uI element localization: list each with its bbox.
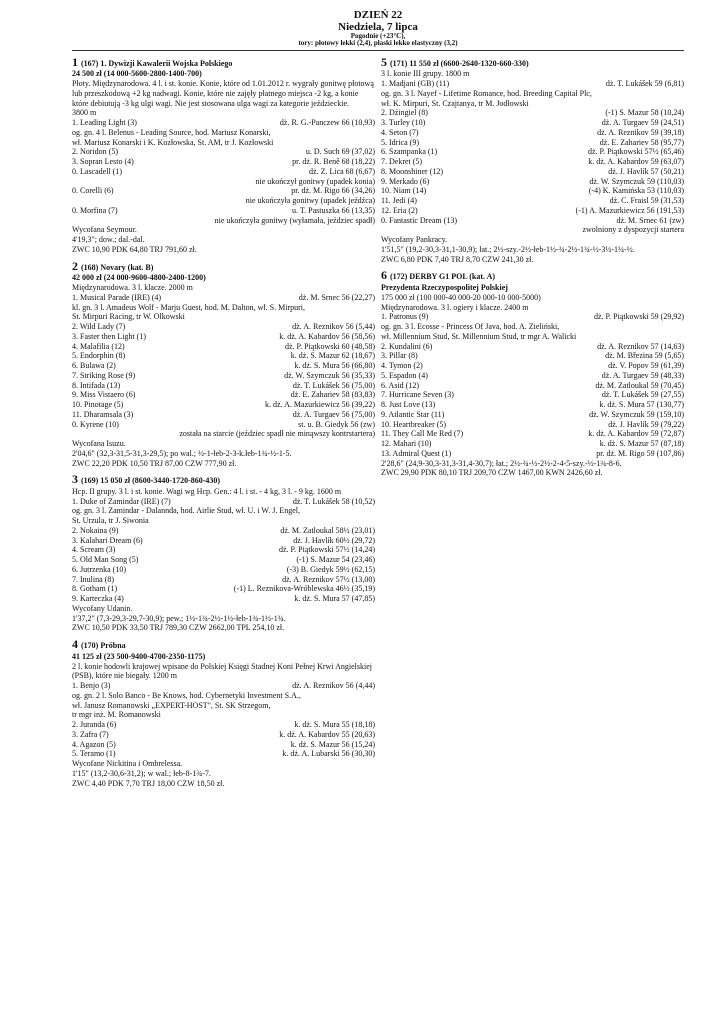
result-line bbox=[381, 361, 684, 371]
result-horse: 6. Szampanka (1) bbox=[381, 147, 438, 157]
race-header bbox=[381, 55, 684, 70]
result-line bbox=[72, 186, 375, 196]
race-footer: 4'19,3"; dow.; dal.-dal. bbox=[72, 235, 145, 245]
result-horse: St. Urzula, tr J. Siwonia bbox=[72, 516, 149, 526]
race-block bbox=[381, 268, 684, 478]
result-jockey: k. dż. S. Mura 56 (66,80) bbox=[294, 361, 375, 371]
race-header bbox=[72, 55, 375, 70]
race-footer: ZWC 6,80 PDK 7,40 TRJ 8,70 CZW 241,30 zł. bbox=[381, 254, 534, 264]
result-line bbox=[72, 701, 375, 711]
result-jockey: dż. A. Turgaev 59 (24,51) bbox=[601, 118, 684, 128]
result-line bbox=[381, 429, 684, 439]
result-horse: og. gn. 3 l. Nayef - Lifetime Romance, hod. Breeding Capital Plc, bbox=[381, 88, 592, 98]
result-horse: tr mgr inż. M. Romanowski bbox=[72, 710, 161, 720]
result-horse: 10. Niam (14) bbox=[381, 186, 427, 196]
result-line bbox=[381, 381, 684, 391]
result-horse: 0. Kyrene (10) bbox=[72, 419, 119, 429]
result-line bbox=[72, 730, 375, 740]
result-jockey: dż. A. Reznikov 56 (4,44) bbox=[292, 681, 375, 691]
result-horse: 9. Miss Vistaero (6) bbox=[72, 390, 136, 400]
result-horse: St. Mirpuri Racing, tr W. Olkowski bbox=[72, 312, 185, 322]
result-jockey: dż. T. Lukášek 56 (75,00) bbox=[292, 380, 375, 390]
result-horse: 0. Morfina (7) bbox=[72, 205, 118, 215]
race-description: 2 l. konie hodowli krajowej wpisane do Polskiej Księgi Stadnej Koni Pełnej Krwi Angielskiej (PSB), które nie biegały. 1200 m bbox=[72, 661, 372, 681]
race-description: 175 000 zł (100 000-40 000-20 000-10 000-5000) bbox=[381, 292, 541, 302]
result-jockey: dż. Z. Lica 68 (6,67) bbox=[309, 166, 375, 176]
result-line bbox=[72, 575, 375, 585]
weather-line: Pogodnie (+23°C), bbox=[350, 32, 406, 41]
race-purse: 42 000 zł (24 000-9600-4800-2400-1200) bbox=[72, 273, 206, 283]
result-jockey: nie ukończyła gonitwy (upadek jeźdźca) bbox=[245, 196, 375, 206]
race-block bbox=[72, 472, 375, 633]
result-line bbox=[72, 594, 375, 604]
tracks-line: tory: płotowy lekki (2,4), płaski lekko elastyczny (3,2) bbox=[298, 39, 458, 48]
result-horse: 3. Pillar (8) bbox=[381, 351, 418, 361]
result-line bbox=[72, 536, 375, 546]
result-horse: 1. Patronus (9) bbox=[381, 312, 429, 322]
result-jockey: dż. P. Piątkowski 60 (48,58) bbox=[285, 341, 375, 351]
race-title: (171) 11 550 zł (6600-2640-1320-660-330) bbox=[390, 58, 529, 68]
result-horse: 10. Heartbreaker (5) bbox=[381, 419, 447, 429]
race-title: (172) DERBY G1 POL (kat. A) bbox=[390, 272, 496, 282]
result-line bbox=[72, 420, 375, 430]
result-horse: 3. Sopran Lesto (4) bbox=[72, 157, 134, 167]
result-line bbox=[381, 449, 684, 459]
result-jockey: pr. dż. M. Rigo 66 (34,26) bbox=[291, 186, 375, 196]
result-line bbox=[72, 351, 375, 361]
result-horse: 4. Agazon (5) bbox=[72, 739, 116, 749]
result-line bbox=[381, 99, 684, 109]
race-footer: 2'28,6" (24,9-30,3-31,3-31,4-30,7); łat.; 2½-¾-½-2½-2-4-5-szy.-½-1¾-8-6. bbox=[381, 458, 622, 468]
result-horse: 5. Espadon (4) bbox=[381, 370, 428, 380]
result-jockey: dż. R. G.-Panczew 66 (10,93) bbox=[279, 118, 375, 128]
result-horse: 1. Madjani (GB) (11) bbox=[381, 79, 450, 89]
result-line bbox=[381, 118, 684, 128]
result-horse: 3. Turley (10) bbox=[381, 118, 426, 128]
result-horse: 8. Gotham (1) bbox=[72, 584, 118, 594]
result-horse: wł. K. Mirpuri, St. Czajtanya, tr M. Jodłowski bbox=[381, 98, 529, 108]
race-header bbox=[381, 268, 684, 283]
result-jockey: zwolniony z dyspozycji startera bbox=[582, 225, 684, 235]
race-description: Hcp. II grupy. 3 l. i st. konie. Wagi wg Hcp. Gen.: 4 l. i st. - 4 kg, 3 l. - 9 kg. 1600 m bbox=[72, 486, 342, 496]
result-jockey: dż. W. Szymczuk 59 (110,03) bbox=[589, 176, 684, 186]
result-jockey: dż. A. Turgaev 56 (75,00) bbox=[292, 409, 375, 419]
result-horse: wł. Janusz Romanowski „EXPERT-HOST", St. SK Strzegom, bbox=[72, 700, 271, 710]
result-line bbox=[72, 303, 375, 313]
content-columns bbox=[72, 50, 684, 789]
race-title: (169) 15 050 zł (8600-3440-1720-860-430) bbox=[81, 476, 221, 486]
result-line bbox=[381, 332, 684, 342]
race-number: 1 bbox=[72, 54, 78, 69]
result-horse: 2. Kundalini (6) bbox=[381, 341, 433, 351]
race-description: Płoty. Międzynarodowa. 4 l. i st. konie. Konie, które od 1.01.2012 r. wygrały gonitwę płotową lub przeszkodową +2 kg nadwagi. Konie, które nie zajęły płatnego miejsca -2 kg, a konie które debiutują -3 kg ulgi wagi. Nie jest stosowana ulga wagi za kategorie jeździeckie. bbox=[72, 79, 374, 108]
result-line bbox=[381, 157, 684, 167]
result-jockey: k. dż. A. Lubarski 56 (30,30) bbox=[282, 749, 375, 759]
race-footer: ZWC 10,90 PDK 64,80 TRJ 791,60 zł. bbox=[72, 244, 197, 254]
race-footer: 1'15" (13,2-30,6-31,2); w wal.; łeb-8-1¾-7. bbox=[72, 768, 211, 778]
result-line bbox=[72, 128, 375, 138]
result-line bbox=[381, 439, 684, 449]
result-jockey: pr. dż. R. Beně 68 (18,22) bbox=[292, 157, 375, 167]
result-horse: 11. They Call Me Red (7) bbox=[381, 429, 464, 439]
result-line bbox=[381, 351, 684, 361]
race-footer: 1'51,5" (19,2-30,3-31,1-30,9); łat.; 2½-szy.-2½-łeb-1½-¾-2½-1¾-½-3½-1¼-½. bbox=[381, 244, 635, 254]
result-line bbox=[72, 167, 375, 177]
result-line bbox=[72, 429, 375, 439]
result-jockey: (-1) A. Mazurkiewicz 56 (191,53) bbox=[575, 205, 684, 215]
result-horse: 6. Jutrzenka (10) bbox=[72, 564, 126, 574]
result-line bbox=[381, 420, 684, 430]
result-jockey: dż. W. Szymczuk 56 (35,33) bbox=[284, 370, 375, 380]
result-horse: 2. Wild Lady (7) bbox=[72, 322, 126, 332]
race-number: 2 bbox=[72, 258, 78, 273]
result-jockey: dż. P. Piątkowski 57½ (14,24) bbox=[279, 545, 375, 555]
result-jockey: (-4) K. Kamińska 53 (110,03) bbox=[588, 186, 684, 196]
result-line bbox=[72, 342, 375, 352]
result-horse: 4. Seton (7) bbox=[381, 127, 419, 137]
result-line bbox=[381, 177, 684, 187]
result-jockey: k. dż. A. Kabardov 59 (72,87) bbox=[588, 429, 684, 439]
race-footer: Wycofany Pankracy. bbox=[381, 235, 448, 245]
result-horse: 12. Mahari (10) bbox=[381, 439, 432, 449]
result-jockey: dż. T. Lukášek 59 (6,81) bbox=[605, 79, 684, 89]
result-horse: 9. Karteczka (4) bbox=[72, 594, 124, 604]
result-line bbox=[72, 322, 375, 332]
race-footer: ZWC 10,50 PDK 33,50 TRJ 789,30 CZW 2662,00 TPL 254,10 zł. bbox=[72, 623, 285, 633]
result-horse: 11. Dharamsala (3) bbox=[72, 409, 134, 419]
date-line: Niedziela, 7 lipca bbox=[338, 20, 418, 33]
result-line bbox=[72, 555, 375, 565]
result-horse: 4. Tymon (2) bbox=[381, 361, 423, 371]
race-footer: Wycofana Seymour. bbox=[72, 225, 137, 235]
result-horse: og. gn. 2 l. Solo Banco - Be Knows, hod. Cybernetyki Investment S.A., bbox=[72, 690, 301, 700]
result-horse: kl. gn. 3 l. Amadeus Wolf - Marju Guest, hod. M. Dalton, wł. S. Mirpuri, bbox=[72, 302, 305, 312]
race-footer: ZWC 4,40 PDK 7,70 TRJ 18,00 CZW 18,50 zł. bbox=[72, 778, 225, 788]
result-line bbox=[72, 177, 375, 187]
result-horse: og. gn. 3 l. Zamindar - Dalannda, hod. Airlie Stud, wł. U. i W. J. Engel, bbox=[72, 506, 300, 516]
result-line bbox=[381, 390, 684, 400]
result-jockey: dż. A. Turgaev 59 (48,33) bbox=[601, 370, 684, 380]
result-jockey: pr. dż. M. Rigo 59 (107,86) bbox=[596, 448, 684, 458]
result-horse: 3. Kalahari Dream (6) bbox=[72, 535, 143, 545]
result-jockey: dż. W. Szymczuk 59 (159,10) bbox=[589, 409, 684, 419]
result-jockey: została na starcie (jeździec spadł nie minąwszy kontrstartera) bbox=[179, 429, 375, 439]
result-line bbox=[72, 749, 375, 759]
result-horse: 11. Jedi (4) bbox=[381, 196, 417, 206]
result-jockey: dż. J. Havlík 57 (50,21) bbox=[608, 166, 684, 176]
result-line bbox=[72, 740, 375, 750]
result-horse: 4. Scream (3) bbox=[72, 545, 116, 555]
result-horse: 8. Intifada (13) bbox=[72, 380, 121, 390]
race-number: 4 bbox=[72, 637, 78, 652]
result-line bbox=[72, 157, 375, 167]
result-horse: 1. Musical Parade (IRE) (4) bbox=[72, 292, 162, 302]
result-horse: 5. Teramo (1) bbox=[72, 749, 116, 759]
result-jockey: dż. A. Reznikov 56 (5,44) bbox=[292, 322, 375, 332]
result-jockey: u. D. Such 69 (37,02) bbox=[305, 147, 375, 157]
result-jockey: dż. P. Piątkowski 57½ (65,46) bbox=[588, 147, 684, 157]
result-line bbox=[381, 322, 684, 332]
result-horse: og. gn. 4 l. Belenus - Leading Source, hod. Mariusz Konarski, bbox=[72, 127, 271, 137]
result-horse: 2. Noridon (5) bbox=[72, 147, 118, 157]
result-line bbox=[72, 381, 375, 391]
race-block bbox=[381, 55, 684, 265]
result-jockey: dż. T. Lukášek 59 (27,55) bbox=[601, 390, 684, 400]
result-jockey: dż. A. Reznikov 59 (39,18) bbox=[597, 127, 684, 137]
result-jockey: dż. A. Reznikov 57½ (13,00) bbox=[282, 574, 375, 584]
result-horse: 6. Bulawa (2) bbox=[72, 361, 116, 371]
result-line bbox=[72, 710, 375, 720]
result-horse: 10. Pinotage (5) bbox=[72, 400, 124, 410]
result-line bbox=[72, 138, 375, 148]
result-horse: 4. Malafilia (12) bbox=[72, 341, 125, 351]
result-horse: 3. Faster then Light (1) bbox=[72, 331, 146, 341]
race-footer: Wycofany Udanin. bbox=[72, 603, 133, 613]
result-line bbox=[72, 118, 375, 128]
race-purse: 24 500 zł (14 000-5600-2800-1400-700) bbox=[72, 69, 202, 79]
result-line bbox=[72, 293, 375, 303]
result-line bbox=[72, 371, 375, 381]
result-line bbox=[381, 138, 684, 148]
result-horse: wł. Mariusz Konarski i K. Kozłowska, St. AM, tr J. Kozłowski bbox=[72, 137, 274, 147]
result-jockey: k. dż. A. Kabardov 56 (58,56) bbox=[279, 331, 375, 341]
result-jockey: dż. J. Havlík 60½ (29,72) bbox=[293, 535, 375, 545]
result-jockey: k. dż. S. Mura 55 (18,18) bbox=[294, 720, 375, 730]
result-line bbox=[72, 720, 375, 730]
result-line bbox=[72, 691, 375, 701]
result-jockey: dż. J. Havlík 59 (79,22) bbox=[608, 419, 684, 429]
result-line bbox=[72, 216, 375, 226]
race-title: (167) 1. Dywizji Kawalerii Wojska Polskiego bbox=[81, 58, 233, 68]
race-description: 3 l. konie III grupy. 1800 m bbox=[381, 69, 470, 79]
result-line bbox=[72, 390, 375, 400]
race-block bbox=[72, 55, 375, 255]
race-description: 3800 m bbox=[72, 108, 97, 118]
result-horse: 8. Just Love (13) bbox=[381, 400, 436, 410]
result-jockey: nie ukończył gonitwy (upadek konia) bbox=[255, 176, 375, 186]
result-line bbox=[381, 216, 684, 226]
result-horse: 1. Benjo (3) bbox=[72, 681, 111, 691]
race-header bbox=[72, 472, 375, 487]
result-jockey: dż. M. Srnec 56 (22,27) bbox=[298, 292, 375, 302]
result-line bbox=[72, 526, 375, 536]
result-line bbox=[381, 196, 684, 206]
result-horse: 2. Dźingiel (8) bbox=[381, 108, 428, 118]
result-line bbox=[72, 516, 375, 526]
result-line bbox=[72, 206, 375, 216]
race-header bbox=[72, 259, 375, 274]
result-jockey: (-1) S. Mazur 58 (10,24) bbox=[605, 108, 684, 118]
result-horse: 7. Dekret (5) bbox=[381, 157, 423, 167]
result-line bbox=[381, 79, 684, 89]
result-jockey: (-1) S. Mazur 54 (23,46) bbox=[296, 555, 375, 565]
race-footer: Wycofana Isuzu. bbox=[72, 439, 126, 449]
result-horse: 0. Lascadell (1) bbox=[72, 166, 122, 176]
result-horse: 7. Inulina (8) bbox=[72, 574, 114, 584]
result-horse: wł. Millennium Stud, St. Millennium Stud, tr mgr A. Walicki bbox=[381, 331, 577, 341]
result-line bbox=[72, 400, 375, 410]
right-column bbox=[381, 51, 684, 789]
result-horse: 9. Atlantic Star (11) bbox=[381, 409, 445, 419]
race-title: (170) Próbna bbox=[81, 641, 126, 651]
result-horse: og. gn. 3 l. Ecosse - Princess Of Java, hod. A. Zieliński, bbox=[381, 322, 560, 332]
result-horse: 7. Striking Rose (9) bbox=[72, 370, 136, 380]
result-line bbox=[381, 312, 684, 322]
race-purse: Prezydenta Rzeczypospolitej Polskiej bbox=[381, 283, 508, 293]
result-jockey: dż. A. Reznikov 57 (14,63) bbox=[597, 341, 684, 351]
result-jockey: dż. M. Srnec 61 (zw) bbox=[616, 215, 684, 225]
result-jockey: (-3) B. Giedyk 59½ (62,15) bbox=[286, 564, 375, 574]
result-horse: 7. Hurricane Seven (3) bbox=[381, 390, 454, 400]
result-line bbox=[72, 196, 375, 206]
result-horse: 0. Corelli (6) bbox=[72, 186, 114, 196]
race-description: Międzynarodowa. 3 l. ogiery i klacze. 2400 m bbox=[381, 302, 529, 312]
result-jockey: k. dż. A. Kabardov 59 (63,07) bbox=[588, 157, 684, 167]
race-description: Międzynarodowa. 3 l. klacze. 2000 m bbox=[72, 283, 193, 293]
result-horse: 13. Admiral Quest (1) bbox=[381, 448, 452, 458]
result-jockey: dż. T. Lukášek 58 (10,52) bbox=[292, 496, 375, 506]
result-horse: 5. Old Man Song (5) bbox=[72, 555, 139, 565]
result-line bbox=[72, 147, 375, 157]
result-horse: 5. Endorphin (8) bbox=[72, 351, 126, 361]
result-line bbox=[381, 410, 684, 420]
result-horse: 9. Merkado (6) bbox=[381, 176, 430, 186]
result-line bbox=[72, 584, 375, 594]
result-jockey: u. T. Pastuszka 66 (13,35) bbox=[291, 205, 375, 215]
result-line bbox=[381, 186, 684, 196]
result-horse: 1. Leading Light (3) bbox=[72, 118, 137, 128]
result-jockey: (-1) L. Reznikova-Wróblewska 46½ (35,19) bbox=[233, 584, 375, 594]
result-horse: 12. Eria (2) bbox=[381, 205, 418, 215]
result-horse: 0. Fantastic Dream (13) bbox=[381, 215, 457, 225]
result-horse: 1. Duke of Zamindar (IRE) (7) bbox=[72, 496, 171, 506]
race-footer: ZWC 29,90 PDK 80,10 TRJ 209,70 CZW 1467,00 KWN 2426,60 zł. bbox=[381, 468, 603, 478]
result-horse: 2. Juranda (6) bbox=[72, 720, 117, 730]
result-line bbox=[381, 342, 684, 352]
race-block bbox=[72, 637, 375, 788]
result-line bbox=[72, 361, 375, 371]
result-line bbox=[381, 128, 684, 138]
result-jockey: k. dż. A. Kabardov 55 (20,63) bbox=[279, 729, 375, 739]
result-jockey: k. dż. S. Mazur 57 (87,18) bbox=[599, 439, 684, 449]
result-jockey: dż. M. Březina 59 (5,65) bbox=[605, 351, 684, 361]
result-line bbox=[381, 225, 684, 235]
header bbox=[72, 10, 684, 48]
race-block bbox=[72, 259, 375, 469]
race-footer: 2'04,6" (32,3-31,5-31,3-29,5); po wal.; ½-1-łeb-2-3-k.łeb-1¾-½-1-5. bbox=[72, 448, 292, 458]
race-number: 6 bbox=[381, 268, 387, 283]
race-header bbox=[72, 637, 375, 652]
result-jockey: dż. V. Popov 59 (61,39) bbox=[608, 361, 684, 371]
result-jockey: k. dż. S. Mura 57 (47,85) bbox=[294, 594, 375, 604]
result-line bbox=[381, 89, 684, 99]
result-line bbox=[381, 147, 684, 157]
result-line bbox=[381, 400, 684, 410]
result-line bbox=[72, 312, 375, 322]
result-jockey: k. dż. S. Mura 57 (130,77) bbox=[599, 400, 684, 410]
result-line bbox=[72, 565, 375, 575]
result-line bbox=[72, 506, 375, 516]
race-footer: Wycofane Nickitina i Ombrelessa. bbox=[72, 759, 183, 769]
result-horse: 5. Idrica (9) bbox=[381, 137, 419, 147]
result-jockey: dż. E. Zahariev 58 (83,83) bbox=[290, 390, 375, 400]
result-horse: 8. Moonshiner (12) bbox=[381, 166, 443, 176]
result-line bbox=[381, 167, 684, 177]
result-jockey: dż. M. Zatloukal 59 (70,45) bbox=[595, 380, 684, 390]
day-title: DZIEŃ 22 bbox=[353, 9, 403, 21]
result-line bbox=[72, 410, 375, 420]
result-horse: 6. Asid (12) bbox=[381, 380, 419, 390]
result-line bbox=[72, 681, 375, 691]
result-jockey: k. dż. S. Mazur 62 (18,67) bbox=[290, 351, 375, 361]
result-jockey: k. dż. S. Mazur 56 (15,24) bbox=[290, 739, 375, 749]
race-footer: ZWC 22,20 PDK 10,50 TRJ 87,00 CZW 777,90 zł. bbox=[72, 458, 237, 468]
result-line bbox=[72, 497, 375, 507]
result-line bbox=[72, 545, 375, 555]
result-line bbox=[72, 332, 375, 342]
result-jockey: k. dż. A. Mazurkiewicz 56 (39,22) bbox=[265, 400, 375, 410]
result-jockey: dż. P. Piątkowski 59 (29,92) bbox=[594, 312, 684, 322]
left-column bbox=[72, 51, 375, 789]
race-title: (168) Novary (kat. B) bbox=[81, 262, 154, 272]
result-horse: 3. Zafra (7) bbox=[72, 729, 109, 739]
race-footer: 1'37,2" (7,3-29,3-29,7-30,9); pew.; 1½-1¾-2½-1½-łeb-1¾-1½-1¾. bbox=[72, 613, 286, 623]
result-jockey: dż. E. Zahariev 58 (95,77) bbox=[599, 137, 684, 147]
result-jockey: dż. C. Fraisl 59 (31,53) bbox=[609, 196, 684, 206]
result-jockey: nie ukończyła gonitwy (wyłamała, jeździec spadł) bbox=[214, 215, 375, 225]
race-number: 5 bbox=[381, 54, 387, 69]
race-purse: 41 125 zł (23 500-9400-4700-2350-1175) bbox=[72, 651, 206, 661]
result-horse: 2. Nokaina (9) bbox=[72, 525, 119, 535]
result-jockey: dż. M. Zatloukal 58½ (23,01) bbox=[280, 525, 375, 535]
result-line bbox=[381, 206, 684, 216]
result-line bbox=[381, 108, 684, 118]
result-line bbox=[381, 371, 684, 381]
result-jockey: st. u. B. Giedyk 56 (zw) bbox=[298, 419, 375, 429]
race-number: 3 bbox=[72, 472, 78, 487]
